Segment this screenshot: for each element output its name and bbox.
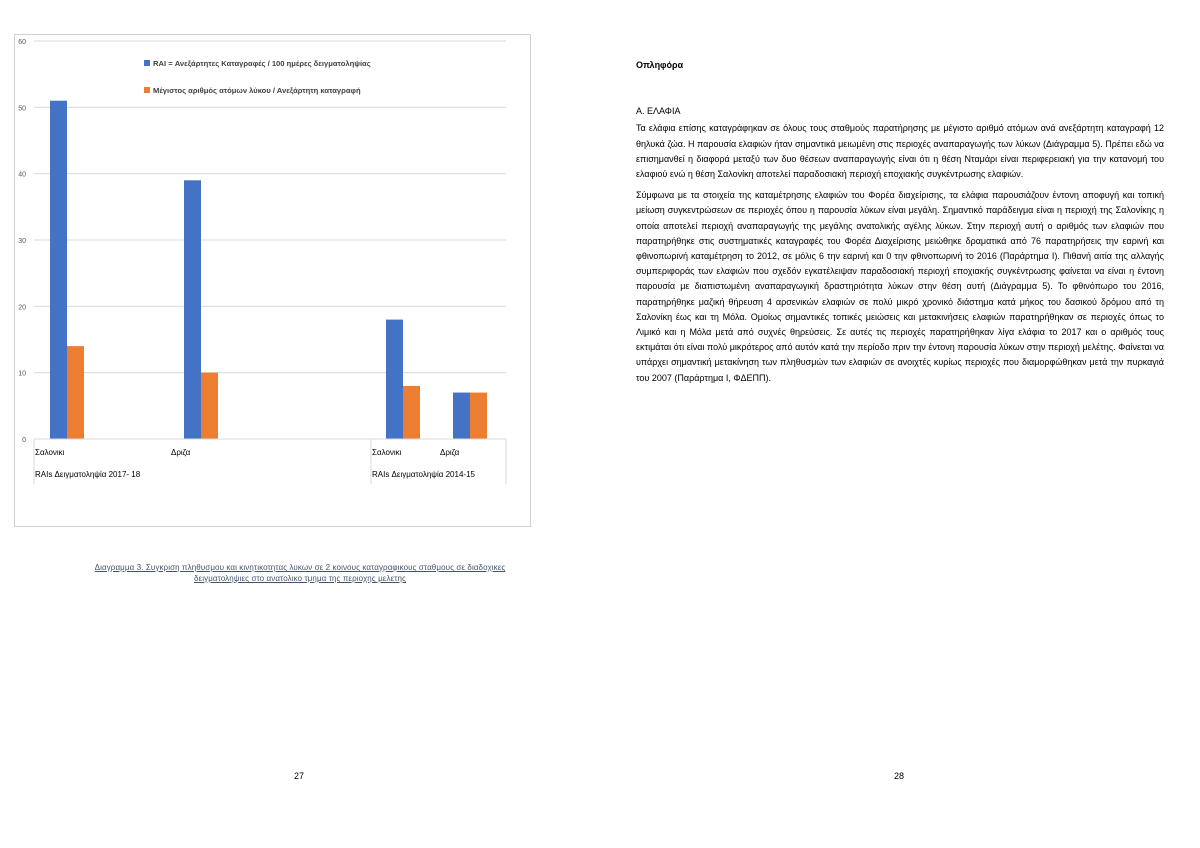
- caption-line-1: Διαγραμμα 3. Συγκριση πληθυσμου και κινητικοτητας λυκων σε 2 κοινους καταγραφικους σταθμους σε διαδοχικες: [94, 563, 506, 572]
- x-group-label: RAIs Δειγματοληψία 2014-15: [372, 470, 475, 479]
- legend-entry: RAI = Ανεξάρτητες Καταγραφές / 100 ημέρες δειγματοληψίας: [153, 59, 371, 68]
- bar-max-wolves: [201, 373, 218, 439]
- bar-rai: [50, 101, 67, 439]
- x-tick-label: Δριζα: [171, 448, 191, 457]
- y-tick-label: 40: [18, 171, 26, 179]
- y-tick-label: 50: [18, 105, 26, 113]
- x-tick-label: Σαλονικι: [35, 448, 65, 457]
- figure-caption: [14, 562, 586, 584]
- legend-entry: Μέγιστος αριθμός ατόμων λύκου / Ανεξάρτητη καταγραφή: [153, 86, 361, 95]
- y-tick-label: 20: [18, 304, 26, 312]
- legend-swatch: [144, 87, 150, 93]
- y-tick-label: 0: [22, 437, 26, 444]
- x-group-label: RAIs Δειγματοληψία 2017- 18: [35, 470, 141, 479]
- bar-rai: [453, 393, 470, 439]
- paragraph-1: Τα ελάφια επίσης καταγράφηκαν σε όλους τους σταθμούς παρατήρησης με μέγιστο αριθμό ατόμων ανά ανεξάρτητη καταγραφή 12 θηλυκά ζώα. Η παρουσία ελαφιών ήταν σημαντικά μειωμένη στις περιοχές αναπαραγωγής των λύκων (Διάγραμμα 5). Πρέπει εδώ να επισημανθεί η διαφορά μεταξύ των δυο θέσεων αναπαραγωγής είναι ότι η θέση Νταμάρι είναι περιφερειακή για την κατανομή του ελαφιού ενώ η θέση Σαλονίκη αποτελεί παραδοσιακή περιοχή εποχιακής συγκέντρωσης ελαφιών.: [636, 123, 1164, 180]
- subsection-heading: Α. ΕΛΑΦΙΑ: [636, 106, 681, 117]
- bar-chart: [15, 35, 530, 526]
- right-page-text: [636, 58, 1164, 386]
- left-page-number: 27: [294, 771, 305, 781]
- bar-rai: [386, 320, 403, 439]
- right-page-number: 28: [894, 771, 905, 781]
- caption-line-2: δειγματοληψιες στο ανατολικο τμημα της περιοχης μελετης: [194, 574, 406, 583]
- bar-max-wolves: [403, 386, 420, 439]
- paragraph-2: Σύμφωνα με τα στοιχεία της καταμέτρησης ελαφιών του Φορέα διαχείρισης, τα ελάφια παρουσιάζουν έντονη αποφυγή και τοπική μείωση συγκεντρώσεων σε περιοχές όπου η παρουσία λύκων είναι μεγάλη. Σημαντικό παράδειγμα είναι η περιοχή της Σαλονίκης η οποία αποτελεί περιοχή αναπαραγωγής της μεγάλης ανατολικής αγέλης λύκων. Στην περιοχή αυτή ο αριθμός των ελαφιών που παρατηρήθηκε στις συστηματικές καταγραφές του Φορέα Διαχείρισης μειώθηκε δραματικά από 76 παρατηρήσεις την εαρινή και φθινοπωρινή καταμέτρηση το 2012, σε μόλις 6 την εαρινή και 0 την φθινοπωρινή το 2016 (Παράρτημα Ι). Πιθανή αιτία της αλλαγής συμπεριφοράς των ελαφιών που σχεδόν εγκατέλειψαν παραδοσιακή περιοχή εποχιακής συγκέντρωσης φαίνεται να είναι η έντονη παρουσία με διαπιστωμένη αναπαραγωγική δραστηριότητα λύκων στην θέση αυτή (Διάγραμμα 5). Το φθινόπωρο του 2016, παρατηρήθηκε μαζική θήρευση 4 αρσενικών ελαφιών σε πολύ μικρό χρονικό διάστημα κατά μήκος του δασικού δρόμου από τη Σαλονίκη έως και τη Μόλα. Ομοίως σημαντικές τοπικές μειώσεις και μετακινήσεις ελαφιών παρατηρήθηκαν σε περιοχές όπως το Λιμικό και η Μόλα μετά από συχνές θηρεύσεις. Σε αυτές τις περιοχές παρατηρήθηκαν λίγα ελάφια το 2017 και ο αριθμός τους εκτιμάται ότι είναι πολύ μικρότερος από αυτόν κατά την περίοδο πριν την έντονη παρουσία λύκων στην περιοχή μελέτης. Φαίνεται να υπάρχει σημαντική μετακίνηση των πληθυσμών των ελαφιών σε ανοιχτές κυρίως περιοχές που διαμορφώθηκαν μετά την πυρκαγιά του 2007 (Παράρτημα Ι, ΦΔΕΠΠ).: [636, 190, 1164, 383]
- chart-frame: [14, 34, 531, 527]
- y-tick-label: 30: [18, 238, 26, 245]
- y-tick-label: 10: [18, 370, 26, 378]
- x-tick-label: Σαλονικι: [372, 448, 402, 457]
- section-heading: Οπληφόρα: [636, 60, 684, 70]
- bar-max-wolves: [470, 393, 487, 439]
- y-tick-label: 60: [18, 39, 26, 46]
- legend-swatch: [144, 60, 150, 66]
- x-tick-label: Δριζα: [440, 448, 460, 457]
- bar-max-wolves: [67, 346, 84, 439]
- bar-rai: [184, 180, 201, 439]
